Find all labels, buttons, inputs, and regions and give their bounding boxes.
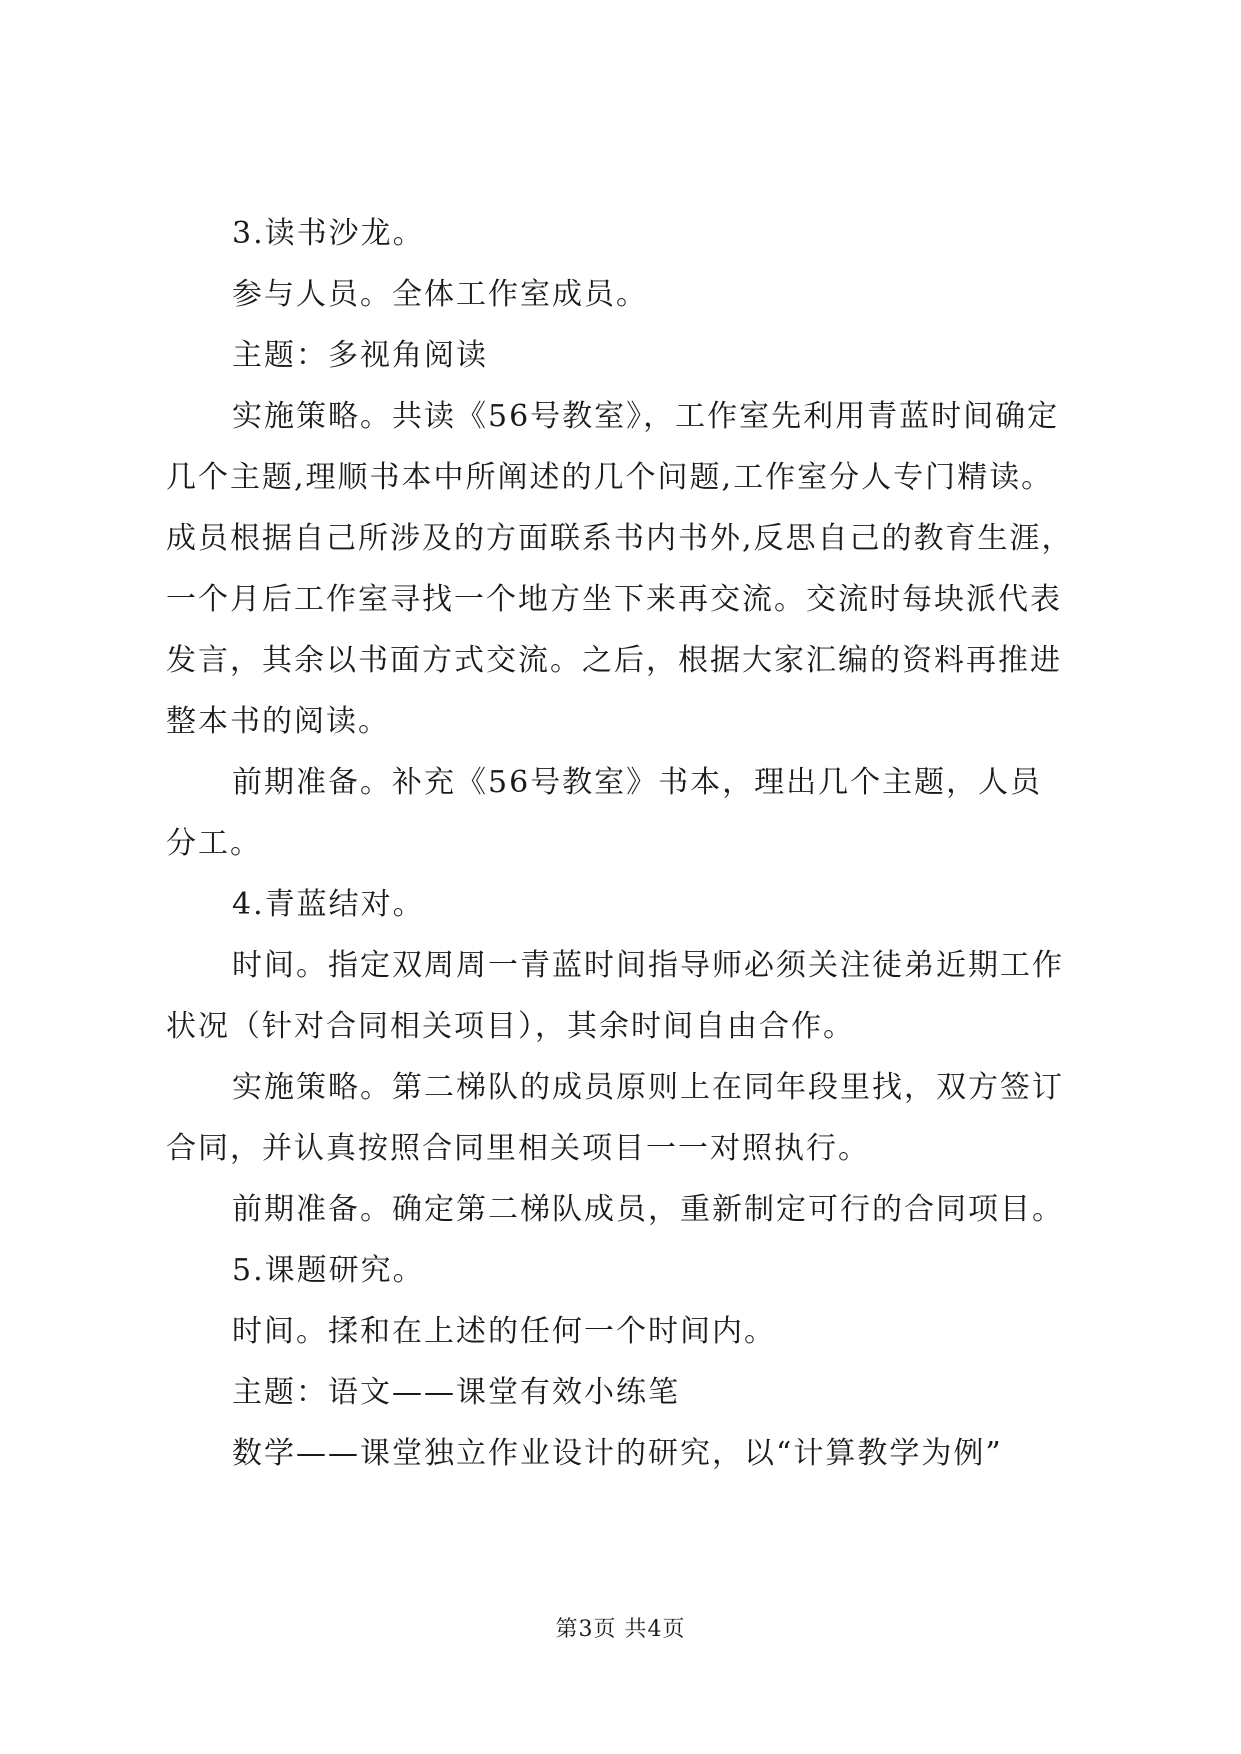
paragraph-pairing-heading: 4.青蓝结对。 (232, 887, 425, 922)
paragraph-salon-strategy-line-2: 几个主题,理顺书本中所阐述的几个问题,工作室分人专门精读。 (166, 460, 1054, 495)
paragraph-pairing-strategy-line-1: 实施策略。第二梯队的成员原则上在同年段里找，双方签订 (232, 1070, 1064, 1105)
paragraph-pairing-strategy-line-2: 合同，并认真按照合同里相关项目一一对照执行。 (166, 1131, 870, 1166)
paragraph-salon-strategy-line-5: 发言，其余以书面方式交流。之后，根据大家汇编的资料再推进 (166, 643, 1062, 678)
paragraph-research-heading: 5.课题研究。 (232, 1253, 425, 1288)
paragraph-pairing-prep: 前期准备。确定第二梯队成员，重新制定可行的合同项目。 (232, 1192, 1064, 1227)
paragraph-salon-prep-line-2: 分工。 (166, 826, 262, 861)
document-body (166, 203, 1086, 1484)
paragraph-pairing-time-line-2: 状况（针对合同相关项目），其余时间自由合作。 (166, 1009, 855, 1044)
paragraph-salon-participants: 参与人员。全体工作室成员。 (232, 277, 648, 312)
page-number-footer: 第3页 共4页 (555, 1617, 686, 1642)
paragraph-salon-strategy-line-4: 一个月后工作室寻找一个地方坐下来再交流。交流时每块派代表 (166, 582, 1062, 617)
paragraph-research-theme-math: 数学——课堂独立作业设计的研究，以“计算教学为例” (232, 1436, 1003, 1471)
paragraph-salon-strategy-line-3: 成员根据自己所涉及的方面联系书内书外,反思自己的教育生涯， (166, 521, 1074, 556)
paragraph-research-time: 时间。揉和在上述的任何一个时间内。 (232, 1314, 776, 1349)
paragraph-salon-strategy-line-1: 实施策略。共读《56号教室》，工作室先利用青蓝时间确定 (232, 399, 1060, 434)
paragraph-salon-prep-line-1: 前期准备。补充《56号教室》书本，理出几个主题，人员 (232, 765, 1043, 800)
paragraph-salon-heading: 3.读书沙龙。 (232, 216, 425, 251)
paragraph-salon-theme: 主题：多视角阅读 (232, 338, 488, 373)
paragraph-pairing-time-line-1: 时间。指定双周周一青蓝时间指导师必须关注徒弟近期工作 (232, 948, 1064, 983)
paragraph-research-theme-chinese: 主题：语文——课堂有效小练笔 (232, 1375, 680, 1410)
paragraph-salon-strategy-line-6: 整本书的阅读。 (166, 704, 390, 739)
